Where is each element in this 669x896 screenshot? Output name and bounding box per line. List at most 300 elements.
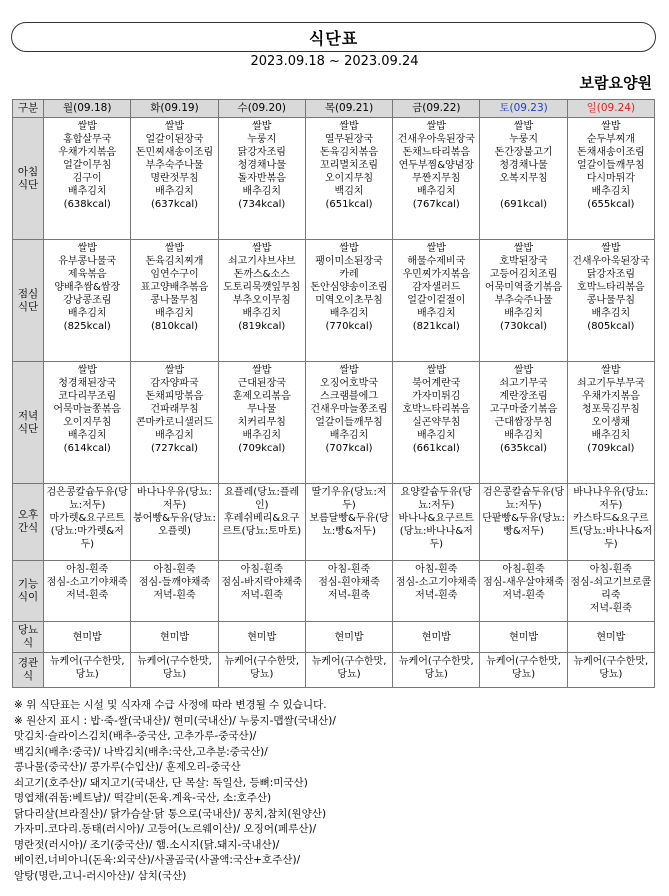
menu-item: 점심-바지락야채죽 bbox=[221, 577, 303, 588]
menu-cell-sun bbox=[567, 653, 654, 688]
weekly-menu-table bbox=[12, 99, 655, 688]
note-line: 콩나물(중국산)/ 콩가루(수입산)/ 훈제오리-중국산 bbox=[14, 761, 241, 773]
menu-item: 쌀밥 bbox=[339, 121, 359, 132]
menu-item: (730kcal) bbox=[500, 321, 548, 332]
diabetic-row bbox=[13, 622, 655, 653]
menu-item: (638kcal) bbox=[63, 199, 111, 210]
title-box bbox=[11, 22, 656, 52]
menu-item: 도토리묵깻잎무침 bbox=[223, 282, 301, 293]
menu-item: 닭강자조림 bbox=[586, 269, 635, 280]
menu-item: 바나나&요구르트(당뇨:바나나&저두) bbox=[398, 513, 474, 550]
menu-item: 저녁-흰죽 bbox=[327, 590, 371, 601]
menu-item: (691kcal) bbox=[500, 199, 548, 210]
menu-item: 배추김치 bbox=[155, 186, 194, 197]
menu-item: 얼갈이무침 bbox=[63, 160, 112, 171]
menu-item: 쌀밥 bbox=[426, 365, 446, 376]
menu-item: 배추김치 bbox=[416, 186, 456, 197]
menu-item: 단팥빵&두유(당뇨:빵&저두) bbox=[482, 513, 565, 537]
menu-item: 저녁-흰죽 bbox=[415, 590, 458, 601]
row-label bbox=[13, 622, 44, 653]
menu-cell-sat bbox=[480, 561, 567, 622]
menu-cell-fri bbox=[393, 622, 480, 653]
menu-item: 딸기우유(당뇨:저두) bbox=[311, 487, 387, 511]
functional-diet-row bbox=[13, 561, 655, 622]
menu-item: 뉴케어(구수한맛,당뇨) bbox=[573, 656, 649, 680]
menu-item: 호박느타리볶음 bbox=[402, 404, 471, 415]
note-line: 쇠고기(호주산)/ 돼지고기(국내산, 단 목살: 독일산, 등뼈:미국산) bbox=[14, 776, 308, 789]
menu-item: (810kcal) bbox=[150, 321, 199, 332]
menu-period: 2023.09.18 ~ 2023.09.24 bbox=[250, 54, 419, 69]
menu-item: (655kcal) bbox=[587, 199, 635, 210]
menu-item: 팽이미소된장국 bbox=[315, 256, 383, 267]
menu-item: 현미밥 bbox=[72, 631, 102, 643]
notes-section bbox=[14, 698, 659, 884]
menu-item: 점심-쇠고기브로콜리죽 bbox=[570, 577, 652, 601]
menu-cell-tue bbox=[131, 653, 218, 688]
menu-item: 점심-소고기야채죽 bbox=[46, 577, 128, 588]
menu-item: (821kcal) bbox=[412, 321, 460, 332]
menu-item: 현미밥 bbox=[334, 631, 364, 643]
menu-item: 점심-새우살야채죽 bbox=[483, 577, 564, 588]
row-label bbox=[13, 362, 44, 484]
menu-item: 현미밥 bbox=[596, 631, 626, 643]
menu-item: 콘마카로니샐러드 bbox=[135, 417, 214, 428]
menu-item: 쌀밥 bbox=[601, 365, 621, 376]
menu-item: 쌀밥 bbox=[513, 365, 534, 376]
menu-item: 돈안심양송이조림 bbox=[310, 282, 388, 293]
menu-item: 바나나우유(당뇨:저두) bbox=[137, 487, 212, 511]
day-header-thu: 목(09.21) bbox=[305, 100, 392, 118]
menu-item: 아침-흰죽 bbox=[502, 564, 545, 575]
menu-item: 얼갈이들깨무침 bbox=[577, 160, 645, 171]
menu-item: 배추김치 bbox=[329, 308, 369, 319]
menu-cell-thu bbox=[305, 240, 392, 362]
menu-item: 배추김치 bbox=[504, 430, 543, 441]
menu-item: 계란장조림 bbox=[499, 391, 548, 402]
lunch-row bbox=[13, 240, 655, 362]
menu-item: 아침-흰죽 bbox=[589, 564, 632, 575]
menu-cell-fri bbox=[393, 362, 480, 484]
menu-item: 건새우아욱된장국 bbox=[572, 256, 650, 267]
menu-cell-mon bbox=[44, 240, 131, 362]
menu-item: 무나물 bbox=[247, 404, 277, 415]
row-label-line: 식단 bbox=[17, 300, 39, 313]
note-line: 베이컨,너비아니(돈육:외국산)/사골곰국(사골액:국산+호주산)/ bbox=[14, 854, 301, 866]
menu-item: 배추김치 bbox=[155, 430, 194, 441]
menu-item: 실곤약무침 bbox=[412, 417, 461, 428]
menu-item: 저녁-흰죽 bbox=[502, 590, 545, 601]
menu-item: 점심-소고기야채죽 bbox=[395, 577, 477, 588]
menu-item: 뉴케어(구수한맛,당뇨) bbox=[486, 656, 561, 680]
menu-item: 바나나우유(당뇨:저두) bbox=[573, 487, 649, 511]
menu-item: (770kcal) bbox=[325, 321, 373, 332]
menu-item: 콩나물무침 bbox=[150, 295, 199, 306]
menu-item: 뉴케어(구수한맛,당뇨) bbox=[311, 656, 387, 680]
menu-cell-tue bbox=[131, 484, 218, 561]
menu-item: 돈채피망볶음 bbox=[145, 391, 204, 402]
menu-item: 양배추쌈&쌈장 bbox=[54, 282, 121, 293]
menu-item: 쌀밥 bbox=[601, 243, 621, 254]
menu-item: 청경채나물 bbox=[499, 160, 548, 171]
menu-item: 쌀밥 bbox=[339, 243, 359, 254]
menu-item: 부추숙주나물 bbox=[494, 295, 553, 306]
menu-item: 배추김치 bbox=[591, 308, 631, 319]
menu-item: 감자샐러드 bbox=[412, 282, 461, 293]
menu-item: (637kcal) bbox=[150, 199, 199, 210]
corner-header: 구분 bbox=[13, 100, 44, 118]
menu-cell-wed bbox=[218, 240, 305, 362]
row-label-line: 식이 bbox=[17, 591, 39, 603]
menu-item: 배추김치 bbox=[591, 186, 631, 197]
menu-item: 돈민찌새송이조림 bbox=[135, 147, 214, 158]
menu-item: 쌀밥 bbox=[164, 121, 185, 132]
menu-item: (727kcal) bbox=[150, 443, 199, 454]
menu-item: 아침-흰죽 bbox=[415, 564, 458, 575]
menu-cell-mon bbox=[44, 484, 131, 561]
menu-item: 돈채느타리볶음 bbox=[402, 147, 471, 158]
menu-item: 꼬리멸치조림 bbox=[320, 160, 378, 171]
menu-item: 얼갈이된장국 bbox=[145, 134, 204, 145]
menu-item: 어묵마늘쫑볶음 bbox=[53, 404, 122, 415]
row-label-line: 식 bbox=[22, 670, 34, 682]
menu-item: 돈간장불고기 bbox=[494, 147, 553, 158]
menu-cell-tue bbox=[131, 118, 218, 240]
menu-item: 오이지무침 bbox=[324, 173, 374, 184]
day-header-wed: 수(09.20) bbox=[218, 100, 305, 118]
menu-item: 쌀밥 bbox=[513, 243, 534, 254]
menu-item: 배추김치 bbox=[504, 308, 543, 319]
menu-item: 쌀밥 bbox=[252, 243, 272, 254]
menu-item: 뉴케어(구수한맛,당뇨) bbox=[137, 656, 212, 680]
menu-cell-tue bbox=[131, 240, 218, 362]
menu-item: 배추김치 bbox=[329, 430, 369, 441]
day-header-tue: 화(09.19) bbox=[131, 100, 218, 118]
menu-item: 부추숙주나물 bbox=[145, 160, 204, 171]
row-label-line: 기능 bbox=[17, 578, 39, 590]
row-label-line: 간식 bbox=[17, 522, 39, 534]
day-header-mon: 월(09.18) bbox=[44, 100, 131, 118]
menu-item: 돈채새송이조림 bbox=[577, 147, 645, 158]
menu-item: 고구마줄기볶음 bbox=[489, 404, 558, 415]
menu-item: 우채가지볶음 bbox=[581, 391, 640, 402]
dinner-row bbox=[13, 362, 655, 484]
menu-item: 검은콩칼슘두유(당뇨:저두) bbox=[46, 487, 128, 511]
menu-item: 현미밥 bbox=[421, 631, 451, 643]
menu-item: 근대쌈장무침 bbox=[494, 417, 553, 428]
menu-item: 표고양배추볶음 bbox=[140, 282, 209, 293]
menu-cell-fri bbox=[393, 240, 480, 362]
row-label bbox=[13, 561, 44, 622]
menu-cell-thu bbox=[305, 484, 392, 561]
menu-item: 청경채된장국 bbox=[58, 378, 117, 389]
menu-item: 쌀밥 bbox=[77, 121, 97, 132]
menu-item: 아침-흰죽 bbox=[66, 564, 109, 575]
menu-item: 제육볶음 bbox=[67, 269, 107, 280]
menu-item: 현미밥 bbox=[247, 631, 277, 643]
menu-item: 치커리무침 bbox=[237, 417, 286, 428]
menu-item: 배추김치 bbox=[67, 186, 107, 197]
menu-item: 배추김치 bbox=[67, 308, 107, 319]
menu-item: 현미밥 bbox=[160, 631, 189, 643]
menu-item: 우민찌가지볶음 bbox=[402, 269, 471, 280]
menu-item: (709kcal) bbox=[238, 443, 286, 454]
menu-item: 돌자반볶음 bbox=[237, 173, 286, 184]
menu-item: 콩나물무침 bbox=[586, 295, 635, 306]
note-line: 명엽채(쥐돔:베트남)/ 떡갈비(돈육.계육-국산, 소:호주산) bbox=[14, 792, 272, 804]
row-label-line: 저녁 bbox=[17, 409, 39, 422]
menu-item: 훈제오리볶음 bbox=[232, 391, 291, 402]
menu-item: 아침-흰죽 bbox=[327, 564, 371, 575]
menu-item: 뉴케어(구수한맛,당뇨) bbox=[398, 656, 474, 680]
menu-item: 무짠지무침 bbox=[412, 173, 461, 184]
note-line: 명란젓(러시아)/ 조기(중국산)/ 햄.소시지(닭.돼지-국내산)/ bbox=[14, 838, 280, 851]
menu-item: 유부콩나물국 bbox=[58, 256, 117, 267]
menu-cell-wed bbox=[218, 653, 305, 688]
menu-item: 돈까스&소스 bbox=[233, 269, 290, 280]
menu-item bbox=[481, 185, 565, 198]
menu-item: 현미밥 bbox=[509, 631, 539, 643]
menu-item: (734kcal) bbox=[238, 199, 286, 210]
menu-cell-thu bbox=[305, 362, 392, 484]
menu-item: 누룽지 bbox=[247, 134, 277, 145]
menu-item: 감자양파국 bbox=[150, 378, 199, 389]
menu-cell-sun bbox=[567, 362, 654, 484]
page-title: 식단표 bbox=[308, 28, 359, 48]
menu-cell-mon bbox=[44, 653, 131, 688]
menu-cell-fri bbox=[393, 484, 480, 561]
menu-item: 쌀밥 bbox=[77, 243, 97, 254]
menu-cell-mon bbox=[44, 118, 131, 240]
menu-item: 쌀밥 bbox=[164, 243, 185, 254]
menu-item: 돈육김치볶음 bbox=[320, 147, 378, 158]
menu-item: 점심-들깨야채죽 bbox=[138, 577, 211, 588]
menu-item: 오징어호박국 bbox=[320, 378, 378, 389]
day-header-sat: 토(09.23) bbox=[480, 100, 567, 118]
menu-cell-sun bbox=[567, 240, 654, 362]
menu-cell-sat bbox=[480, 622, 567, 653]
menu-item: (805kcal) bbox=[587, 321, 635, 332]
menu-item: 쌀밥 bbox=[426, 121, 446, 132]
menu-item: 코다리무조림 bbox=[58, 391, 117, 402]
menu-cell-wed bbox=[218, 622, 305, 653]
menu-item: 얼갈이겉절이 bbox=[407, 295, 466, 306]
menu-cell-sun bbox=[567, 484, 654, 561]
menu-cell-thu bbox=[305, 622, 392, 653]
menu-item: 청포묵김무침 bbox=[581, 404, 640, 415]
menu-item: 배추김치 bbox=[67, 430, 107, 441]
menu-item: 점심-흰야채죽 bbox=[318, 577, 380, 588]
menu-item: 어묵미역줄기볶음 bbox=[484, 282, 563, 293]
menu-item: 다시마튀각 bbox=[586, 173, 635, 184]
menu-item: 오이지무침 bbox=[63, 417, 112, 428]
day-header-fri: 금(09.22) bbox=[393, 100, 480, 118]
menu-item: 홍합살무국 bbox=[63, 134, 112, 145]
menu-cell-wed bbox=[218, 561, 305, 622]
row-label-line: 식 bbox=[22, 637, 34, 649]
menu-item: 강낭콩조림 bbox=[63, 295, 112, 306]
menu-item: 오복지무침 bbox=[499, 173, 548, 184]
menu-item: 쇠고기샤브샤브 bbox=[227, 256, 296, 267]
menu-item: 쌀밥 bbox=[252, 121, 272, 132]
menu-item: 쌀밥 bbox=[252, 365, 272, 376]
row-label-line: 식단 bbox=[17, 422, 39, 435]
menu-cell-tue bbox=[131, 561, 218, 622]
menu-item: 배추김치 bbox=[242, 308, 282, 319]
menu-item: 요양칼슘두유(당뇨:저두) bbox=[400, 487, 473, 511]
menu-item: 아침-흰죽 bbox=[240, 564, 283, 575]
menu-item: (707kcal) bbox=[325, 443, 373, 454]
menu-item: 북어계란국 bbox=[412, 378, 461, 389]
row-label bbox=[13, 653, 44, 688]
note-line: 백김치(배추:중국)/ 나박김치(배추:국산,고추분:중국산)/ bbox=[14, 745, 268, 758]
menu-item: 오이생채 bbox=[591, 417, 631, 428]
menu-item: 검은콩칼슘두유(당뇨:저두) bbox=[482, 487, 565, 511]
menu-item: (661kcal) bbox=[412, 443, 460, 454]
menu-item: 호박된장국 bbox=[499, 256, 548, 267]
menu-item: 해물수제비국 bbox=[407, 256, 466, 267]
menu-item: 배추김치 bbox=[416, 430, 456, 441]
menu-item: 건파래무침 bbox=[150, 404, 199, 415]
menu-cell-mon bbox=[44, 622, 131, 653]
tube-feeding-row bbox=[13, 653, 655, 688]
menu-item: 닭강자조림 bbox=[237, 147, 286, 158]
menu-cell-sat bbox=[480, 484, 567, 561]
menu-item: 건새우아욱된장국 bbox=[397, 134, 475, 145]
row-label bbox=[13, 484, 44, 561]
note-line: 닭다리살(브라질산)/ 닭가슴살·닭 통으로(국내산)/ 꽁치,참치(원양산) bbox=[14, 807, 327, 820]
menu-item: 호박느타리볶음 bbox=[577, 282, 645, 293]
menu-item: 뉴케어(구수한맛,당뇨) bbox=[224, 656, 300, 680]
menu-cell-thu bbox=[305, 653, 392, 688]
menu-cell-mon bbox=[44, 561, 131, 622]
menu-item: 붕어빵&두유(당뇨:오플렛) bbox=[133, 513, 216, 537]
menu-item: 배추김치 bbox=[155, 308, 194, 319]
breakfast-row bbox=[13, 118, 655, 240]
menu-item: 뉴케어(구수한맛,당뇨) bbox=[49, 656, 125, 680]
menu-item: 부추오이무침 bbox=[232, 295, 291, 306]
menu-item: 가자미튀김 bbox=[412, 391, 461, 402]
menu-item: (651kcal) bbox=[325, 199, 373, 210]
menu-cell-sun bbox=[567, 118, 654, 240]
menu-cell-sat bbox=[480, 118, 567, 240]
menu-cell-sun bbox=[567, 561, 654, 622]
menu-cell-wed bbox=[218, 484, 305, 561]
menu-item: 쌀밥 bbox=[164, 365, 185, 376]
row-label bbox=[13, 118, 44, 240]
menu-item: (825kcal) bbox=[63, 321, 111, 332]
menu-item: 얼갈이들깨무침 bbox=[315, 417, 383, 428]
note-line: 맛김치·슬라이스김치(배추-중국산, 고추가루-중국산)/ bbox=[14, 730, 257, 742]
menu-cell-wed bbox=[218, 118, 305, 240]
menu-item: 누룽지 bbox=[509, 134, 539, 145]
menu-item: 우채가지볶음 bbox=[58, 147, 117, 158]
menu-item: 쌀밥 bbox=[77, 365, 97, 376]
menu-cell-mon bbox=[44, 362, 131, 484]
menu-item: 스크램블에그 bbox=[320, 391, 378, 402]
menu-cell-sat bbox=[480, 653, 567, 688]
note-line: ※ 위 식단표는 시설 및 식자재 수급 사정에 따라 변경될 수 있습니다. bbox=[14, 699, 327, 711]
row-label-line: 아침 bbox=[17, 165, 39, 178]
menu-item: 요플레(당뇨:플레인) bbox=[224, 487, 300, 511]
menu-item: 명란젓무침 bbox=[150, 173, 199, 184]
menu-item: 보름달빵&두유(당뇨:빵&저두) bbox=[309, 513, 389, 537]
menu-item: (709kcal) bbox=[587, 443, 635, 454]
menu-item: 배추김치 bbox=[242, 430, 282, 441]
menu-cell-tue bbox=[131, 622, 218, 653]
menu-item: 순두부찌개 bbox=[586, 134, 635, 145]
menu-item: (767kcal) bbox=[412, 199, 460, 210]
menu-item: 마가렛&요구르트(당뇨:마가렛&저두) bbox=[49, 513, 125, 550]
row-label-line: 점심 bbox=[17, 287, 39, 300]
day-header-sun: 일(09.24) bbox=[567, 100, 654, 118]
menu-item: 청경채나물 bbox=[237, 160, 286, 171]
menu-cell-fri bbox=[393, 653, 480, 688]
row-label-line: 경관 bbox=[17, 657, 39, 669]
menu-cell-fri bbox=[393, 118, 480, 240]
menu-item: 저녁-흰죽 bbox=[153, 590, 196, 601]
menu-cell-sun bbox=[567, 622, 654, 653]
snack-row bbox=[13, 484, 655, 561]
menu-item: 건새우마늘쫑조림 bbox=[310, 404, 388, 415]
menu-item: 고등어김치조림 bbox=[489, 269, 558, 280]
menu-item: 쇠고기무국 bbox=[499, 378, 548, 389]
menu-item: 배추김치 bbox=[416, 308, 456, 319]
menu-item: 쌀밥 bbox=[339, 365, 359, 376]
header-row bbox=[13, 100, 655, 118]
facility-name: 보람요양원 bbox=[579, 74, 652, 92]
menu-cell-fri bbox=[393, 561, 480, 622]
menu-cell-tue bbox=[131, 362, 218, 484]
menu-item: 근대된장국 bbox=[237, 378, 286, 389]
menu-item: 김구이 bbox=[72, 173, 102, 184]
menu-item: 후레쉬베리&요구르트(당뇨:토마토) bbox=[222, 513, 302, 537]
menu-item: 아침-흰죽 bbox=[153, 564, 196, 575]
menu-cell-sat bbox=[480, 362, 567, 484]
menu-item: (614kcal) bbox=[63, 443, 111, 454]
menu-item: 연두부찜&양념장 bbox=[398, 160, 474, 171]
menu-item: 백김치 bbox=[334, 186, 364, 197]
note-line: 가자미.코다리.동태(러시아)/ 고등어(노르웨이산)/ 오징어(페루산)/ bbox=[14, 823, 317, 835]
menu-cell-wed bbox=[218, 362, 305, 484]
menu-item: (635kcal) bbox=[500, 443, 548, 454]
row-label-line: 식단 bbox=[17, 178, 39, 191]
menu-item: 쌀밥 bbox=[601, 121, 621, 132]
row-label-line: 당뇨 bbox=[17, 624, 39, 636]
menu-cell-thu bbox=[305, 561, 392, 622]
menu-item: 쌀밥 bbox=[426, 243, 446, 254]
menu-item: 쌀밥 bbox=[513, 121, 534, 132]
menu-item: 저녁-흰죽 bbox=[589, 603, 632, 614]
note-line: ※ 원산지 표시 : 밥·죽-쌀(국내산)/ 현미(국내산)/ 누룽지-맵쌀(국내산)/ bbox=[14, 714, 336, 727]
menu-cell-thu bbox=[305, 118, 392, 240]
menu-item: 배추김치 bbox=[591, 430, 631, 441]
row-label bbox=[13, 240, 44, 362]
menu-item: 배추김치 bbox=[242, 186, 282, 197]
row-label-line: 오후 bbox=[17, 509, 39, 521]
menu-item: 저녁-흰죽 bbox=[66, 590, 109, 601]
menu-item: 돈육김치찌개 bbox=[145, 256, 204, 267]
menu-item: (819kcal) bbox=[238, 321, 286, 332]
menu-item: 저녁-흰죽 bbox=[240, 590, 283, 601]
menu-item: 임연수구이 bbox=[150, 269, 199, 280]
menu-item: 열무된장국 bbox=[324, 134, 374, 145]
menu-item: 미역오이초무침 bbox=[315, 295, 383, 306]
menu-item: 쇠고기두부무국 bbox=[577, 378, 645, 389]
note-line: 알탕(명란,고니-러시아산)/ 삼치(국산) bbox=[14, 869, 187, 882]
menu-item: 카스타드&요구르트(당뇨:바나나&저두) bbox=[569, 513, 653, 550]
menu-cell-sat bbox=[480, 240, 567, 362]
menu-item: 카레 bbox=[339, 269, 359, 280]
